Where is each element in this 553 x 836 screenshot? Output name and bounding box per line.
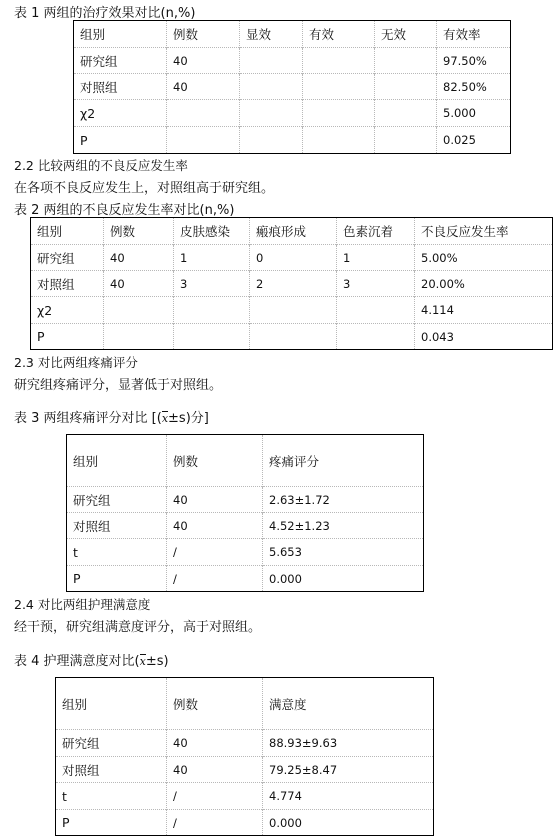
table-cell: 0.043 — [415, 324, 553, 350]
table-cell: 对照组 — [74, 74, 167, 100]
table-cell: P — [74, 127, 167, 154]
table-cell — [104, 324, 174, 350]
table-cell: P — [56, 810, 167, 836]
table-cell: 对照组 — [31, 271, 104, 297]
table-cell: 4.114 — [415, 297, 553, 324]
x-bar-symbol: x — [139, 655, 146, 668]
table-row — [56, 730, 434, 757]
table-cell: 20.00% — [415, 271, 553, 297]
table-cell: 40 — [167, 487, 263, 513]
table-row — [31, 245, 553, 271]
table1-caption: 表 1 两组的治疗效果对比(n,%) — [14, 6, 196, 21]
table-cell: 40 — [104, 245, 174, 271]
table-row — [74, 127, 511, 154]
table-cell: t — [67, 539, 167, 566]
table-cell — [240, 127, 303, 154]
header-cell: 不良反应发生率 — [415, 218, 553, 245]
table-cell: 40 — [167, 74, 240, 100]
table-header-row — [74, 21, 511, 48]
table-cell: 88.93±9.63 — [263, 730, 434, 757]
header-cell: 有效率 — [437, 21, 511, 48]
table-cell — [337, 324, 415, 350]
table1-efficacy — [73, 20, 511, 154]
table-cell — [167, 127, 240, 154]
table-cell: 研究组 — [67, 487, 167, 513]
table-cell: 40 — [104, 271, 174, 297]
table2-caption: 表 2 两组的不良反应发生率对比(n,%) — [14, 203, 235, 218]
table-cell: P — [67, 566, 167, 592]
table-row — [74, 100, 511, 127]
header-cell: 显效 — [240, 21, 303, 48]
header-cell: 皮肤感染 — [174, 218, 250, 245]
table-header-row — [56, 678, 434, 730]
table-row — [56, 783, 434, 810]
table-cell: 79.25±8.47 — [263, 757, 434, 783]
table4-nursing-satisfaction — [55, 677, 434, 836]
table-cell: 40 — [167, 730, 263, 757]
header-cell: 组别 — [31, 218, 104, 245]
table-cell — [104, 297, 174, 324]
section-heading-2-3: 2.3 对比两组疼痛评分 — [14, 355, 138, 370]
table-cell: 研究组 — [56, 730, 167, 757]
table-cell: 5.00% — [415, 245, 553, 271]
header-cell: 满意度 — [263, 678, 434, 730]
table-cell — [337, 297, 415, 324]
table-cell: / — [167, 566, 263, 592]
table-cell — [240, 74, 303, 100]
table-cell: 3 — [337, 271, 415, 297]
table-row — [67, 513, 424, 539]
header-cell: 例数 — [104, 218, 174, 245]
caption-text: 表 4 护理满意度对比( — [14, 654, 140, 669]
section-heading-2-2: 2.2 比较两组的不良反应发生率 — [14, 158, 188, 173]
table-row — [31, 324, 553, 350]
table-cell: 1 — [337, 245, 415, 271]
table3-caption — [14, 407, 209, 426]
table-cell: 1 — [174, 245, 250, 271]
table-cell — [375, 100, 437, 127]
table-cell: 40 — [167, 513, 263, 539]
table-row — [67, 487, 424, 513]
table-cell: 40 — [167, 757, 263, 783]
table-cell — [174, 324, 250, 350]
header-cell: 例数 — [167, 678, 263, 730]
table-cell: 3 — [174, 271, 250, 297]
header-cell: 色素沉着 — [337, 218, 415, 245]
table-cell: / — [167, 539, 263, 566]
table-cell — [240, 48, 303, 74]
table-cell: 4.52±1.23 — [263, 513, 424, 539]
table-cell — [303, 127, 375, 154]
x-bar-symbol: x — [161, 412, 169, 425]
table-cell: 82.50% — [437, 74, 511, 100]
table-cell: χ2 — [31, 297, 104, 324]
table2-adverse-reactions — [30, 217, 553, 350]
header-cell: 有效 — [303, 21, 375, 48]
table-cell — [303, 48, 375, 74]
table-cell: 0.000 — [263, 566, 424, 592]
caption-text: ±s)分] — [168, 411, 209, 426]
table3-pain-score — [66, 434, 424, 592]
table-cell: 5.000 — [437, 100, 511, 127]
table-cell: t — [56, 783, 167, 810]
table-cell: 4.774 — [263, 783, 434, 810]
table-cell — [303, 74, 375, 100]
table-cell — [167, 100, 240, 127]
table-cell: P — [31, 324, 104, 350]
table-cell — [174, 297, 250, 324]
section-text-2-2: 在各项不良反应发生上，对照组高于研究组。 — [14, 181, 275, 196]
table-cell — [375, 127, 437, 154]
table-cell — [250, 324, 337, 350]
table-cell — [240, 100, 303, 127]
header-cell: 例数 — [167, 21, 240, 48]
table-cell: / — [167, 783, 263, 810]
table-cell — [375, 74, 437, 100]
table-cell: 0.025 — [437, 127, 511, 154]
table-cell — [375, 48, 437, 74]
table-cell: / — [167, 810, 263, 836]
table-row — [31, 271, 553, 297]
table-row — [74, 74, 511, 100]
table-cell: 97.50% — [437, 48, 511, 74]
table-row — [74, 48, 511, 74]
table-cell: 研究组 — [74, 48, 167, 74]
table-header-row — [67, 435, 424, 487]
table-cell: χ2 — [74, 100, 167, 127]
section-text-2-4: 经干预，研究组满意度评分，高于对照组。 — [14, 620, 262, 635]
table-cell: 0 — [250, 245, 337, 271]
section-heading-2-4: 2.4 对比两组护理满意度 — [14, 597, 151, 612]
table-header-row — [31, 218, 553, 245]
header-cell: 疼痛评分 — [263, 435, 424, 487]
table-row — [56, 810, 434, 836]
table-cell — [303, 100, 375, 127]
header-cell: 组别 — [67, 435, 167, 487]
table-row — [31, 297, 553, 324]
table4-caption — [14, 650, 169, 669]
section-text-2-3: 研究组疼痛评分，显著低于对照组。 — [14, 378, 223, 393]
table-row — [56, 757, 434, 783]
table-cell: 对照组 — [56, 757, 167, 783]
header-cell: 瘢痕形成 — [250, 218, 337, 245]
table-cell: 5.653 — [263, 539, 424, 566]
table-row — [67, 539, 424, 566]
caption-text: 表 3 两组疼痛评分对比 [( — [14, 411, 162, 426]
caption-text: ±s) — [145, 654, 169, 669]
header-cell: 组别 — [74, 21, 167, 48]
table-cell: 2.63±1.72 — [263, 487, 424, 513]
table-row — [67, 566, 424, 592]
header-cell: 无效 — [375, 21, 437, 48]
header-cell: 组别 — [56, 678, 167, 730]
table-cell: 对照组 — [67, 513, 167, 539]
table-cell: 研究组 — [31, 245, 104, 271]
table-cell: 0.000 — [263, 810, 434, 836]
table-cell: 2 — [250, 271, 337, 297]
table-cell: 40 — [167, 48, 240, 74]
table-cell — [250, 297, 337, 324]
header-cell: 例数 — [167, 435, 263, 487]
